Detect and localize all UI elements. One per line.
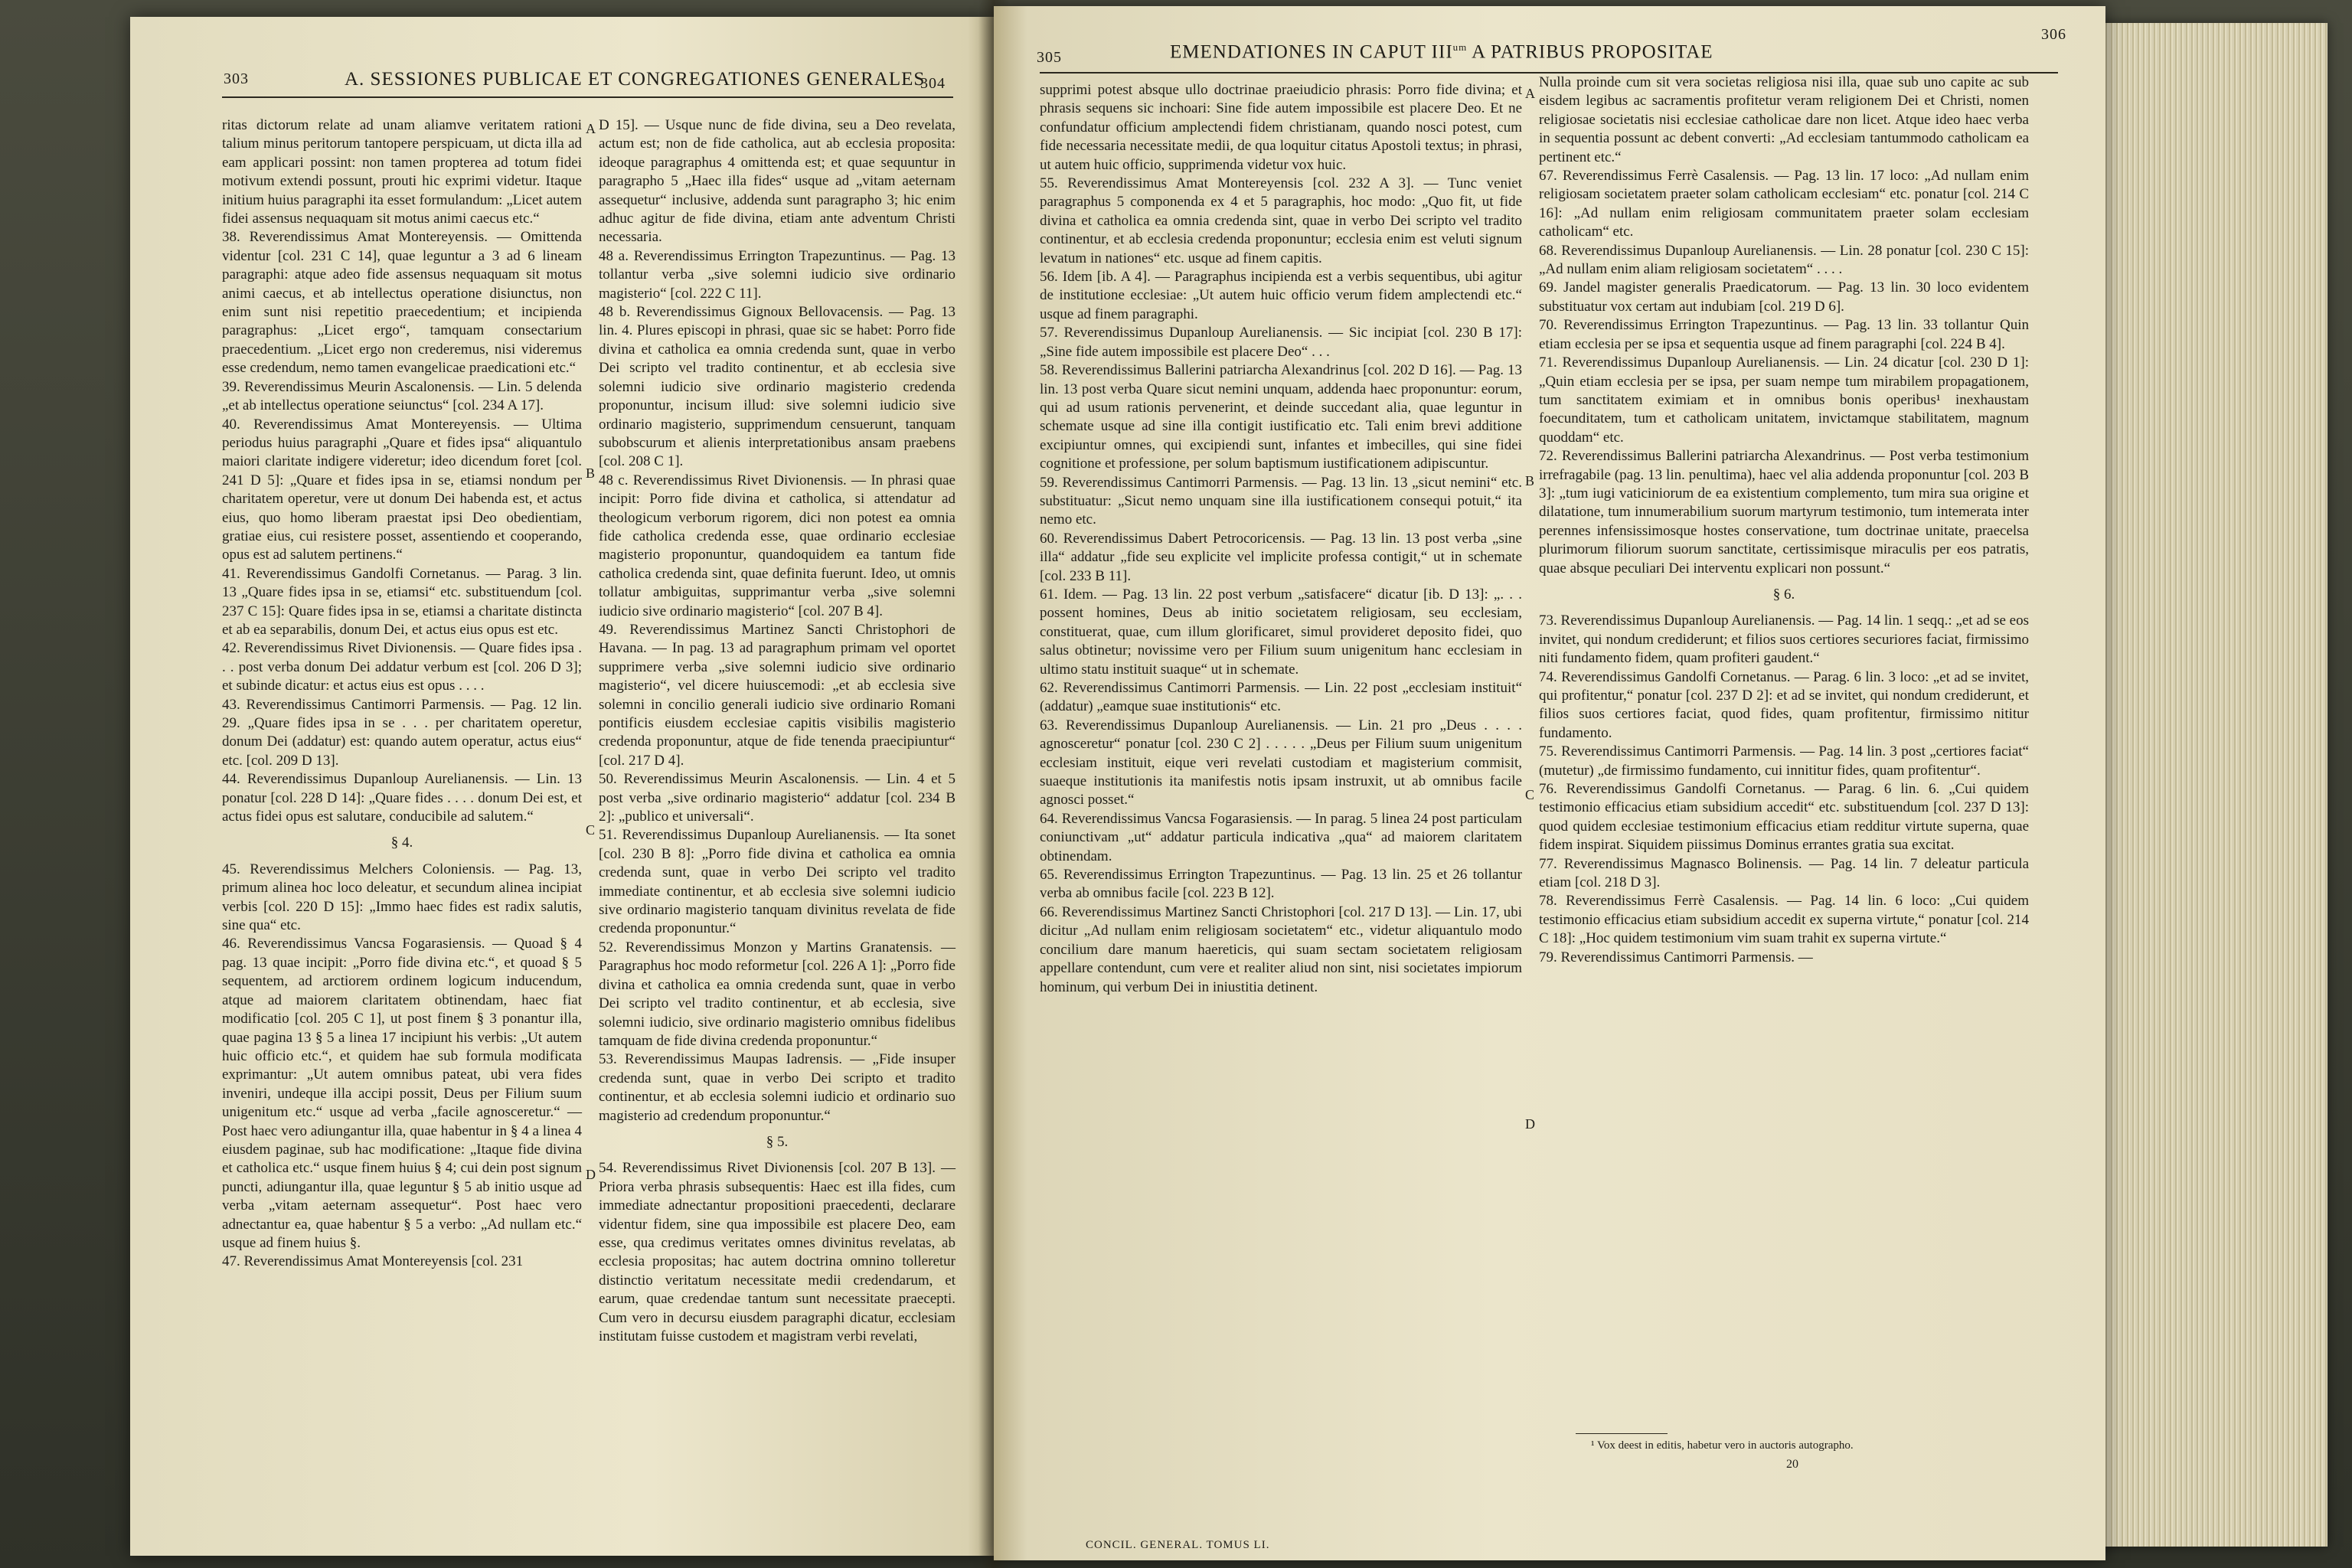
paragraph: Nulla proinde cum sit vera societas religiosa nisi illa, quae sub uno capite ac sub eisdem legibus ac sacramentis profitetur veram religionem Dei et Christi, nomen religiosae societatis nisi ecclesiae catholicae dare non licet. Atque ideo haec verba in sequentia possunt ac debent converti: „Ad ecclesiam tantummodo catholicam ea pertinent etc.“: [1539, 74, 2029, 165]
left-page: [130, 17, 994, 1556]
margin-letter-a: A: [1525, 86, 1535, 101]
paragraph: 63. Reverendissimus Dupanloup Aurelianensis. — Lin. 21 pro „Deus . . . . agnosceretur“ ponatur [col. 230 C 2] . . . . . „Deus per Filium suum unigenitum ecclesiam instituit, eique veri revelati custodiam et magisterium commisit, suaeque institutionis ita manifestis notis ipsam instruxit, ut ab omnibus facile agnosci posset.“: [1040, 717, 1522, 808]
margin-letter-d: D: [1525, 1116, 1535, 1132]
paragraph: 62. Reverendissimus Cantimorri Parmensis. — Lin. 22 post „ecclesiam instituit“ (addatur) „eamque suae institutionis“ etc.: [1040, 680, 1522, 715]
paragraph: 38. Reverendissimus Amat Montereyensis. — Omittenda videntur [col. 231 C 14], quae leguntur a 3 ad 6 lineam paragraphi: atque adeo fide assensus nequaquam sit motus animi caecus, et ab intellectus operatione disiunctus, non enim sunt nisi repetitio praecedentium; et incipienda paragraphus: „Licet ergo“, tamquam consectarium praecedentium. „Licet ergo non crederemus, nisi videremus esse credendum, nemo tamen evangelicae praedicationi etc.“: [222, 229, 582, 377]
paragraph: 48 b. Reverendissimus Gignoux Bellovacensis. — Pag. 13 lin. 4. Plures episcopi in phrasi, quae sic se habet: Porro fide divina et catholica ea omnia credenda sunt, quae in verbo Dei scripto vel tradito continentur, et ab ecclesia sive solemni iudicio sive ordinario magisterio credenda proponuntur, incisum illud: sive solemni iudicio sive ordinario magisterio, supprimendum censuerunt, tanquam subobscurum et alienis interpretationibus ansam praebens [col. 208 C 1].: [599, 304, 956, 470]
paragraph: 48 a. Reverendissimus Errington Trapezuntinus. — Pag. 13 tollantur verba „sive solemni iudicio sive ordinario magisterio“ [col. 222 C 11].: [599, 247, 956, 302]
paragraph: 66. Reverendissimus Martinez Sancti Christophori [col. 217 D 13]. — Lin. 17, ubi dicitur „Ad nullam enim religiosam societatem“ etc., videtur aliquantulo modo concilium dare manum haereticis, qui suam sectam societatem religiosam appellare contendunt, cum vere et realiter aliud non sint, nisi societates impiorum hominum, qui verbum Dei in iniustitia detinent.: [1040, 903, 1522, 995]
paragraph: 64. Reverendissimus Vancsa Fogarasiensis. — In parag. 5 linea 24 post particulam coniunctivam „ut“ addatur particula indicativa „qua“ ad maiorem claritatem obtinendam.: [1040, 810, 1522, 864]
section-heading: § 4.: [390, 835, 413, 851]
right-column-1: [1040, 81, 1522, 997]
paragraph: 39. Reverendissimus Meurin Ascalonensis. — Lin. 5 delenda „et ab intellectus operatione seiunctus“ [col. 234 A 17].: [222, 378, 582, 414]
paragraph: 77. Reverendissimus Magnasco Bolinensis. — Pag. 14 lin. 7 deleatur particula etiam [col. 218 D 3].: [1539, 855, 2029, 891]
paragraph: 65. Reverendissimus Errington Trapezuntinus. — Pag. 13 lin. 25 et 26 tollantur verba ab omnibus facile [col. 223 B 12].: [1040, 867, 1522, 902]
margin-letter-c: C: [586, 822, 596, 838]
right-column-2: [1539, 74, 2029, 967]
paragraph: 61. Idem. — Pag. 13 lin. 22 post verbum „satisfacere“ dicatur [ib. D 13]: „. . . possent homines, Deus ab initio societatem religiosam, seu ecclesiam, constituerat, quae, cum illum glorificaret, simul provideret deposito fidei, quo salus obtinetur; novissime vero per Filium suum unigenitum hanc ecclesiam in ultimo statu instituit suaque“ ut in schemate.: [1040, 586, 1522, 678]
paragraph: 46. Reverendissimus Vancsa Fogarasiensis. — Quoad § 4 pag. 13 quae incipit: „Porro fide divina etc.“, et quoad § 5 sequentem, ad arctiorem ordinem logicum inducendum, atque ad maiorem claritatem obtinendam, haec fiat modificatio [col. 205 C 1], ut post finem § 3 ponantur illa, quae pagina 13 § 5 a linea 17 incipiunt his verbis: „Ut autem huic officio etc.“, et quidem hae sub formula modificata exprimantur: „Ut autem omnibus pateat, ubi vera fides inveniri, undeque illa accipi possit, Deus per Filium suum unigenitum etc.“ usque ad verba „facile agnosceretur.“ — Post haec vero adiungantur illa, quae habentur in § 4 a linea 4 eiusdem paginae, sub hac modificatione: „Itaque fide divina et catholica etc.“ usque finem huius § 4; cui dein post signum puncti, adiungantur illa, quae leguntur § 5 ab initio usque ad verba „vitam aeternam assequetur“. Post haec vero adnectantur ea, quae habentur § 5 a verbo: „Ad nullam etc.“ usque ad finem huius §.: [222, 936, 582, 1251]
margin-letter-d: D: [586, 1167, 596, 1182]
paragraph: 78. Reverendissimus Ferrè Casalensis. — Pag. 14 lin. 6 loco: „Cui quidem testimonio efficacius etiam subsidium accedit ex superna virtute,“ ponatur [col. 214 C 18]: „Hoc quidem testimonium vim suam trahit ex superna virtute.“: [1539, 893, 2029, 947]
paragraph: D 15]. — Usque nunc de fide divina, seu a Deo revelata, actum est; non de fide catholica, aut ab ecclesia proposita: ideoque paragraphus 4 omittenda est; et quae sequuntur in paragrapho 5 „Haec illa fides“ usque ad „vitam aeternam assequetur“ inclusive, addenda sunt paragrapho 3; hic enim adhuc agitur de fide divina, etiam ante adventum Christi necessaria.: [599, 117, 956, 246]
paragraph: 49. Reverendissimus Martinez Sancti Christophori de Havana. — In pag. 13 ad paragraphum primam vel oportet supprimere verba „sive solemni iudicio sive ordinario magisterio“, vel dicere huiuscemodi: „et ab ecclesia sive solemni in concilio generali iudicio sive ordinario Romani pontificis eiusdem ecclesiae capitis visibilis magisterio credenda proponuntur, atque de fide tenenda praecipiuntur“ [col. 217 D 4].: [599, 621, 956, 769]
page-number-303: 303: [224, 70, 249, 87]
paragraph: 47. Reverendissimus Amat Montereyensis [col. 231: [222, 1253, 524, 1270]
margin-letter-b: B: [586, 466, 596, 481]
paragraph: 42. Reverendissimus Rivet Divionensis. — Quare fides ipsa . . . post verba donum Dei addatur verbum est [col. 206 D 3]; et subinde dicatur: et actus eius est opus . . . .: [222, 640, 582, 694]
paragraph: 59. Reverendissimus Cantimorri Parmensis. — Pag. 13 lin. 13 „sicut nemini“ etc. substituatur: „Sicut nemo unquam sine illa iustificationem consequi potuit,“ ita nemo etc.: [1040, 474, 1522, 528]
footnote-rule: [1576, 1433, 1668, 1434]
sheet-number: 20: [1786, 1458, 1798, 1471]
paragraph: 73. Reverendissimus Dupanloup Aurelianensis. — Pag. 14 lin. 1 seqq.: „et ad se eos invitet, qui nondum crediderunt; et filios suos certiores securiores faciat, firmissimo niti fundamento fidem, quam profiteri gaudent.“: [1539, 612, 2029, 667]
margin-letter-c: C: [1525, 787, 1535, 802]
page-number-306: 306: [2041, 26, 2066, 43]
footnote: ¹ Vox deest in editis, habetur vero in auctoris autographo.: [1591, 1439, 1854, 1452]
paragraph: 44. Reverendissimus Dupanloup Aurelianensis. — Lin. 13 ponatur [col. 228 D 14]: „Quare fides . . . . donum Dei est, et actus fidei opus est salutare, conducibile ad salutem.“: [222, 771, 582, 825]
paragraph: 52. Reverendissimus Monzon y Martins Granatensis. — Paragraphus hoc modo reformetur [col. 226 A 1]: „Porro fide divina et catholica ea omnia credenda sunt, quae in verbo Dei scripto vel tradito continentur, et ab ecclesia, sive solemni iudicio, sive ordinario magisterio omnibus fidelibus tamquam de fide divina credenda proponuntur.“: [599, 939, 956, 1049]
paragraph: 57. Reverendissimus Dupanloup Aurelianensis. — Sic incipiat [col. 230 B 17]: „Sine fide autem impossibile est placere Deo“ . . .: [1040, 325, 1522, 360]
paragraph: 55. Reverendissimus Amat Montereyensis [col. 232 A 3]. — Tunc veniet paragraphus 5 componenda ex 4 et 5 paragraphis, hoc modo: „Quo fit, ut fide divina et catholica ea omnia credenda sint, quae in verbo Dei scripto vel tradito continentur, et ab ecclesia credenda proponuntur; ecclesia enim est veluti signum levatum in nationes“ etc. usque ad finem capitis.: [1040, 175, 1522, 266]
paragraph: 68. Reverendissimus Dupanloup Aurelianensis. — Lin. 28 ponatur [col. 230 C 15]: „Ad nullam enim aliam religiosam societatem“ . . . .: [1539, 242, 2029, 278]
left-column-2: [599, 116, 956, 1346]
paragraph: supprimi potest absque ullo doctrinae praeiudicio phrasis: Porro fide divina; et phrasis sequens sic inchoari: Sine fide autem impossibile est placere Deo. Et ne confundatur officium amplectendi fidem christianam, quando nosci potest, cum fide necessaria necessitate medii, de qua loquitur citatus Apostoli textus; in phrasi, ut autem huic officio, supprimenda videtur vox huic.: [1040, 82, 1522, 173]
paragraph: 79. Reverendissimus Cantimorri Parmensis. —: [1539, 949, 1813, 965]
header-rule: [222, 96, 953, 98]
running-header: A. SESSIONES PUBLICAE ET CONGREGATIONES GENERALES: [345, 69, 926, 90]
paragraph: 74. Reverendissimus Gandolfi Cornetanus. — Parag. 6 lin. 3 loco: „et ad se invitet, qui profitentur,“ ponatur [col. 237 D 2]: et ad se invitet, qui nondum crediderunt, et filios suos certiores faciat, quod fides, quam profitentur, firmissimo nititur fundamento.: [1539, 668, 2029, 741]
paragraph: 60. Reverendissimus Dabert Petrocoricensis. — Pag. 13 lin. 13 post verba „sine illa“ addatur „fide seu explicite vel implicite professa contigit,“ ut in schemate [col. 233 B 11].: [1040, 530, 1522, 584]
paragraph: 41. Reverendissimus Gandolfi Cornetanus. — Parag. 3 lin. 13 „Quare fides ipsa in se, etiamsi“ etc. substituendum [col. 237 C 15]: Quare fides ipsa in se, etiamsi a charitate distincta et ab ea separabilis, donum Dei, et actus eius opus est etc.: [222, 565, 582, 638]
page-number-305: 305: [1037, 49, 1062, 66]
page-edges: [2098, 23, 2328, 1547]
section-heading: § 5.: [766, 1133, 789, 1150]
right-page: [994, 6, 2105, 1560]
paragraph: ritas dictorum relate ad unam aliamve veritatem rationi talium minus peritorum tantopere perspicuam, ut dicta illa ad eam applicari possint: non tamen propterea ad totum fidei motivum extendi possunt, prouti hic exprimi videtur. Itaque initium huius paragraphi ita esset formulandum: „Licet autem fidei assensus nequaquam sit motus animi caecus etc.“: [222, 117, 582, 227]
paragraph: 69. Jandel magister generalis Praedicatorum. — Pag. 13 lin. 30 loco evidentem substituatur vox certam aut indubiam [col. 219 D 6].: [1539, 279, 2029, 315]
paragraph: 76. Reverendissimus Gandolfi Cornetanus. — Parag. 6 lin. 6. „Cui quidem testimonio efficacius etiam subsidium accedit“ etc. substituendum [col. 237 D 13]: quod quidem ecclesiae testimonium efficacius etiam redditur virtute superna, quae fidem inspirat. Siquidem piissimus Dominus errantes gratia sua excitat.: [1539, 781, 2029, 854]
page-number-304: 304: [920, 75, 946, 92]
paragraph: 58. Reverendissimus Ballerini patriarcha Alexandrinus [col. 202 D 16]. — Pag. 13 lin. 13 post verba Quare sicut nemini unquam, addenda haec proponuntur: eorum, qui ad usum rationis pervenerint, et deinde succedant alia, quae leguntur in schemate usque ad sine illa contigit iustificatio etc. Tali enim brevi additione excipiuntur omnes, qui excipiendi sunt, infantes et imbecilles, qui sine fidei cognitione et professione, per solum baptismum iustificationem adipiscuntur.: [1040, 362, 1522, 472]
paragraph: 48 c. Reverendissimus Rivet Divionensis. — In phrasi quae incipit: Porro fide divina et catholica, si attendatur ad theologicum verborum rigorem, dici non potest ea omnia fide catholica credenda esse, quae ordinario ecclesiae magisterio proponuntur, quandoquidem ea tantum fide catholica credenda sint, quae definita fuerunt. Ideo, ut omnis tollatur ambiguitas, supprimantur verba „sive solemni iudicio sive ordinario magisterio“ [col. 207 B 4].: [599, 472, 956, 619]
paragraph: 54. Reverendissimus Rivet Divionensis [col. 207 B 13]. — Priora verba phrasis subsequentis: Haec est illa fides, cum immediate adnectantur propositioni praecedenti, declarare videntur fidem, sine qua impossibile est placere Deo, eam esse, qua credimus veritates omnes divinitus revelatas, ab ecclesia propositas; hac autem doctrina omnino tolleretur distinctio veritatum necessitate medii credendarum, et earum, quae credendae tantum sunt necessitate praecepti. Cum vero in decursu eiusdem paragraphi dicatur, ecclesiam institutam fuisse custodem et magistram verbi revelati,: [599, 1160, 956, 1344]
signature-line: CONCIL. GENERAL. TOMUS LI.: [1086, 1539, 1270, 1551]
running-header-right: EMENDATIONES IN CAPUT $III^{um}$ A PATRIBUS PROPOSITAE: [1170, 41, 1713, 63]
paragraph: 67. Reverendissimus Ferrè Casalensis. — Pag. 13 lin. 17 loco: „Ad nullam enim religiosam societatem praeter solam catholicam ecclesiam“ etc. ponatur [col. 214 C 16]: „Ad nullam enim religiosam communitatem praeter solam ecclesiam catholicam“ etc.: [1539, 168, 2029, 240]
paragraph: 72. Reverendissimus Ballerini patriarcha Alexandrinus. — Post verba testimonium irrefragabile (pag. 13 lin. penultima), haec vel alia addenda proponuntur [col. 203 B 3]: „tum iugi vaticiniorum de ea existentium complemento, tum mira sua origine et dilatatione, tum innumerabilium suorum martyrum testimonio, tum intemerata inter perennes infensissimosque hostes conservatione, tum doctrinae unitate, praecelsa plurimorum filiorum suorum sanctitate, certissimisque miraculis per eos patratis, quae absque peculiari Dei interventu explicari non possunt.“: [1539, 448, 2029, 577]
margin-letter-b: B: [1525, 473, 1535, 488]
paragraph: 71. Reverendissimus Dupanloup Aurelianensis. — Lin. 24 dicatur [col. 230 D 1]: „Quin etiam ecclesia per se ipsa, per suam nempe tum mirabilem propagationem, tum sanctitatem eximiam et in omnibus bonis operibus¹ inexhaustam foecunditatem, tum et catholicam unitatem, invictamque stabilitatem, magnum quoddam“ etc.: [1539, 354, 2029, 446]
paragraph: 51. Reverendissimus Dupanloup Aurelianensis. — Ita sonet [col. 230 B 8]: „Porro fide divina et catholica ea omnia credenda sunt, quae in verbo Dei scripto vel tradito immediate continentur, et ab ecclesia sive solemni iudicio sive ordinario magisterio tanquam divinitus revelata de fide credenda proponuntur.“: [599, 827, 956, 937]
section-heading: § 6.: [1772, 586, 1795, 603]
paragraph: 45. Reverendissimus Melchers Coloniensis. — Pag. 13, primum alinea hoc loco deleatur, et secundum alinea incipiat verbis [col. 220 D 15]: „Immo haec fides est radix salutis, sine qua“ etc.: [222, 861, 582, 934]
left-column-1: [222, 116, 582, 1272]
paragraph: 56. Idem [ib. A 4]. — Paragraphus incipienda est a verbis sequentibus, ubi agitur de institutione ecclesiae: „Ut autem huic officio verum fidem amplectendi etc.“ usque ad finem paragraphi.: [1040, 269, 1522, 322]
paragraph: 70. Reverendissimus Errington Trapezuntinus. — Pag. 13 lin. 33 tollantur Quin etiam ecclesia per se ipsa et sequentia usque ad finem paragraphi [col. 224 B 4].: [1539, 317, 2029, 352]
paragraph: 43. Reverendissimus Cantimorri Parmensis. — Pag. 12 lin. 29. „Quare fides ipsa in se . . . per charitatem operetur, donum Dei (addatur) est: quando autem operatur, actus eius“ etc. [col. 209 D 13].: [222, 696, 582, 769]
paragraph: 53. Reverendissimus Maupas Iadrensis. — „Fide insuper credenda sunt, quae in verbo Dei scripto et tradito continentur, et ab ecclesia solemni iudicio et ordinario suo magisterio ad credendum proponuntur.“: [599, 1051, 956, 1124]
margin-letter-a: A: [586, 121, 596, 136]
paragraph: 75. Reverendissimus Cantimorri Parmensis. — Pag. 14 lin. 3 post „certiores faciat“ (mutetur) „de firmissimo fundamento, cui innititur fides, quam profitentur“.: [1539, 743, 2029, 779]
paragraph: 50. Reverendissimus Meurin Ascalonensis. — Lin. 4 et 5 post verba „sive ordinario magisterio“ addatur [col. 234 B 2]: „publico et universali“.: [599, 771, 956, 825]
paragraph: 40. Reverendissimus Amat Montereyensis. — Ultima periodus huius paragraphi „Quare et fides ipsa“ aliquantulo maiori claritate indigere videretur; ideo dicendum foret [col. 241 D 5]: „Quare et fides ipsa in se, etiamsi nondum per charitatem operetur, vere ut donum Dei habenda est, et actus eius, quo homo liberam praestat ipsi Deo obedientiam, gratiae eius, cui resistere posset, assentiendo et cooperando, opus est ad salutem pertinens.“: [222, 416, 582, 564]
